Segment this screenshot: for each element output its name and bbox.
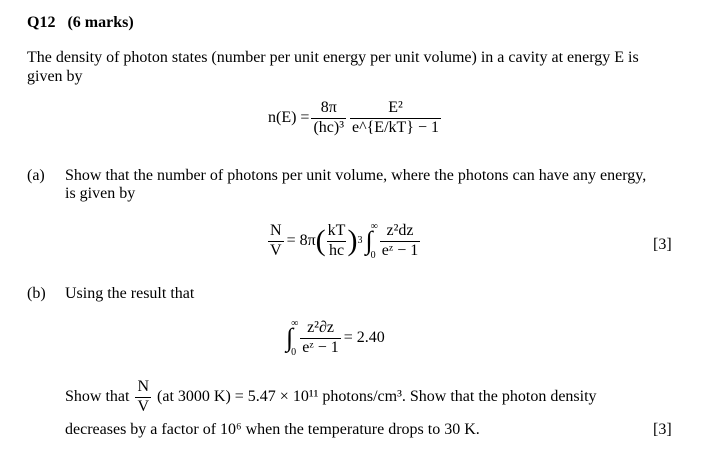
part-a-line-1: Show that the number of photons per unit volume, where the photons can have any energy,: [65, 167, 647, 184]
part-b-fraction: [135, 379, 151, 416]
question-label: Q12: [27, 14, 56, 31]
eqa-integrand: [380, 223, 421, 260]
eqa-inner-num: kT: [327, 221, 346, 239]
eqa-integral-limits: [371, 221, 378, 261]
intro-line-2: given by: [27, 68, 83, 85]
eqb-integral-sign: ∫: [286, 323, 294, 352]
eqa-lhs-den: V: [270, 241, 282, 259]
part-b-show-prefix: Show that: [65, 388, 130, 406]
part-a-line-2: is given by: [65, 185, 136, 202]
eqb-value: = 2.40: [343, 329, 385, 346]
part-b-show-line: [65, 379, 597, 416]
part-b-frac-num: N: [137, 378, 150, 395]
part-b-show-rest: (at 3000 K) = 5.47 × 10¹¹ photons/cm³. Show that the photon density: [157, 388, 597, 406]
eqa-integrand-den: eᶻ − 1: [381, 241, 419, 259]
equation-density: [268, 100, 441, 137]
eqb-upper-limit: ∞: [291, 318, 299, 329]
eqa-paren-close: ): [347, 224, 358, 257]
eqa-integrand-num: z²dz: [386, 221, 414, 239]
eqb-integrand-num: z²∂z: [307, 318, 334, 336]
intro-line-1: The density of photon states (number per unit energy per unit volume) in a cavity at energy E is: [27, 49, 639, 66]
eqa-inner-den: hc: [329, 241, 345, 259]
eqa-inner-fraction: [326, 223, 348, 260]
eqa-paren-open: (: [315, 224, 326, 257]
eqb-integral-limits: [291, 318, 298, 358]
part-b-line-1: Using the result that: [65, 285, 195, 302]
part-a-label: (a): [27, 167, 45, 184]
eqa-coef: = 8π: [286, 232, 316, 249]
part-b-label: (b): [27, 285, 46, 302]
part-a-marks: [3]: [653, 236, 672, 253]
eq1-den-a: (hc)³: [313, 118, 345, 136]
eqa-lhs-fraction: [268, 223, 284, 260]
eqa-upper-limit: ∞: [370, 221, 378, 232]
eq1-fraction-b: [350, 100, 441, 137]
eq1-lhs: n(E) =: [268, 109, 310, 127]
question-header: [27, 14, 134, 32]
eq1-num-a: 8π: [320, 99, 337, 116]
part-b-marks: [3]: [653, 421, 672, 438]
eq1-den-b: e^{E/kT} − 1: [352, 118, 439, 136]
eqb-lower-limit: 0: [291, 347, 297, 358]
eqa-lower-limit: 0: [370, 250, 376, 261]
eqa-lhs-num: N: [270, 221, 282, 239]
part-b-frac-den: V: [137, 397, 150, 415]
eqb-integrand: [300, 320, 341, 357]
eqa-integral-sign: ∫: [365, 226, 373, 255]
question-marks: (6 marks): [67, 14, 134, 31]
eqb-integrand-den: eᶻ − 1: [302, 338, 339, 356]
equation-photon-number: $\frac{N}{V}$ = 8π ( $\frac{kT}{hc}$ ) 3 ∫ ∞ 0 $\frac{\text{z²dz}}{\text{eᶻ − 1}}$: [270, 221, 419, 261]
eq1-num-b: E²: [388, 99, 403, 116]
eq1-fraction-a: [311, 100, 346, 137]
part-b-last-line: decreases by a factor of 10⁶ when the temperature drops to 30 K.: [65, 421, 480, 438]
equation-integral-value: [286, 318, 385, 358]
